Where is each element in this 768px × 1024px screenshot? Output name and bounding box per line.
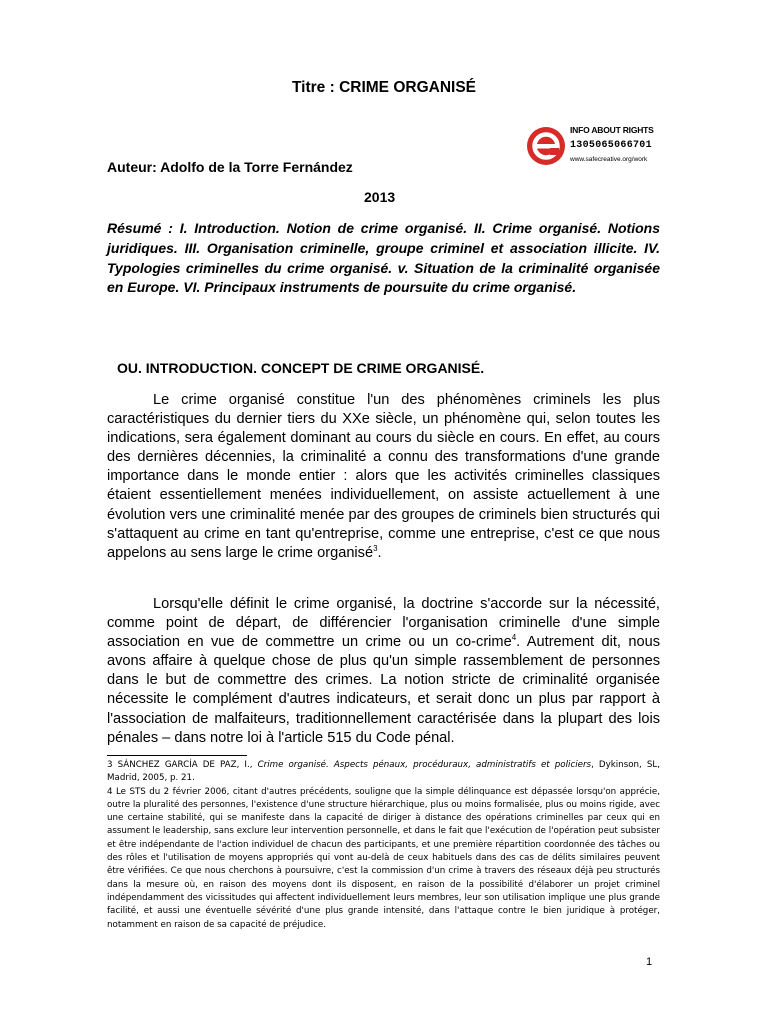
footnote-3-author: 3 SÁNCHEZ GARCÍA DE PAZ, I., bbox=[107, 760, 258, 770]
footnote-3-publisher: , Dykinson, SL, Madrid, 2005, p. 21. bbox=[107, 760, 660, 784]
publication-year: 2013 bbox=[364, 189, 396, 205]
badge-url: www.safecreative.org/work bbox=[570, 156, 648, 163]
safe-creative-logo-icon bbox=[526, 126, 566, 166]
copyright-badge bbox=[526, 124, 656, 168]
author-line: Auteur: Adolfo de la Torre Fernández bbox=[107, 159, 353, 175]
footnotes bbox=[107, 759, 660, 932]
document-title: Titre : CRIME ORGANISÉ bbox=[291, 79, 476, 96]
abstract: Résumé : I. Introduction. Notion de crime organisé. II. Crime organisé. Notions juridiques. III. Organisation criminelle, groupe criminel et association illicite. IV. Typologies criminelles du crime organisé. v. Situation de la criminalité organisée en Europe. VI. Principaux instruments de poursuite du crime organisé. bbox=[107, 220, 660, 296]
badge-registration-code: 1305065066701 bbox=[570, 140, 652, 151]
body-paragraph-2 bbox=[107, 595, 660, 748]
footnote-separator bbox=[107, 755, 247, 756]
paragraph-1-text: Le crime organisé constitue l'un des phénomènes criminels les plus caractéristiques du dernier tiers du XXe siècle, un phénomène qui, selon toutes les indications, sera également dominant au cours du siècle en cours. En effet, au cours des dernières décennies, la criminalité a connu des transformations d'une grande importance dans le monde entier : alors que les activités criminelles classiques étaient essentiellement menées individuellement, on assiste actuellement à une évolution vers une criminalité menée par des groupes de criminels bien structurés qui s'attaquent au crime en tant qu'entreprise, comme une entreprise, c'est ce que nous appelons au sens large le crime organisé bbox=[107, 392, 660, 561]
section-heading: OU. INTRODUCTION. CONCEPT DE CRIME ORGANISÉ. bbox=[117, 360, 485, 376]
footnote-ref-4[interactable]: 4 bbox=[511, 633, 517, 643]
footnote-4: 4 Le STS du 2 février 2006, citant d'autres précédents, souligne que la simple délinquance est dépassée lorsqu'on apprécie, outre la pluralité des personnes, l'existence d'une structure hiérarchique, plus ou moins formalisée, plus ou moins rigide, avec une certaine stabilité, qui se manifeste dans la capacité de diriger à distance des opérations criminelles par ceux qui en assument le leadership, sans exclure leur intervention personnelle, et dans le fait que l'exécution de l'opération peut subsister et être indépendante de l'action individuel de chacun des participants, et une première répartition coordonnée des tâches ou des rôles et l'utilisation de moyens appropriés qui vont au-delà de ceux habituels dans des cas de délits similaires peuvent être vérifiées. Ce que nous cherchons à poursuivre, c'est la commission d'un crime à travers des réseaux déjà peu structurés dans la mesure où, en raison des moyens dont ils disposent, en raison de la possibilité d'élaborer un projet criminel indépendamment des vicissitudes qui affectent individuellement leurs membres, leur son utilisation implique une plus grande facilité, et aussi une éventuelle sévérité d'une plus grande intensité, dans l'attaque contre le bien juridique à protéger, notamment en raison de sa capacité de préjudice. bbox=[107, 786, 660, 930]
badge-label: INFO ABOUT RIGHTS bbox=[570, 125, 654, 135]
footnote-3 bbox=[107, 759, 660, 786]
paragraph-2-text-b: . Autrement dit, nous avons affaire à quelque chose de plus qu'un simple rassemblement de personnes dans le but de commettre des crimes. La notion stricte de criminalité organisée nécessite le complément d'autres indicateurs, et serait donc un plus par rapport à l'association de malfaiteurs, traditionnellement caractérisée dans la plupart des lois pénales – dans notre loi à l'article 515 du Code pénal. bbox=[107, 634, 660, 746]
footnote-ref-3[interactable]: 3 bbox=[373, 543, 378, 553]
footnote-3-book-title: Crime organisé. Aspects pénaux, procéduraux, administratifs et policiers bbox=[257, 760, 592, 770]
paragraph-1-end: . bbox=[377, 544, 382, 561]
page-number: 1 bbox=[646, 956, 653, 968]
paragraph-2-text-a: Lorsqu'elle définit le crime organisé, la doctrine s'accorde sur la nécessité, comme point de départ, de différencier l'organisation criminelle d'une simple association en vue de commettre un crime ou un co-crime bbox=[107, 596, 660, 651]
body-paragraph-1 bbox=[107, 391, 660, 563]
